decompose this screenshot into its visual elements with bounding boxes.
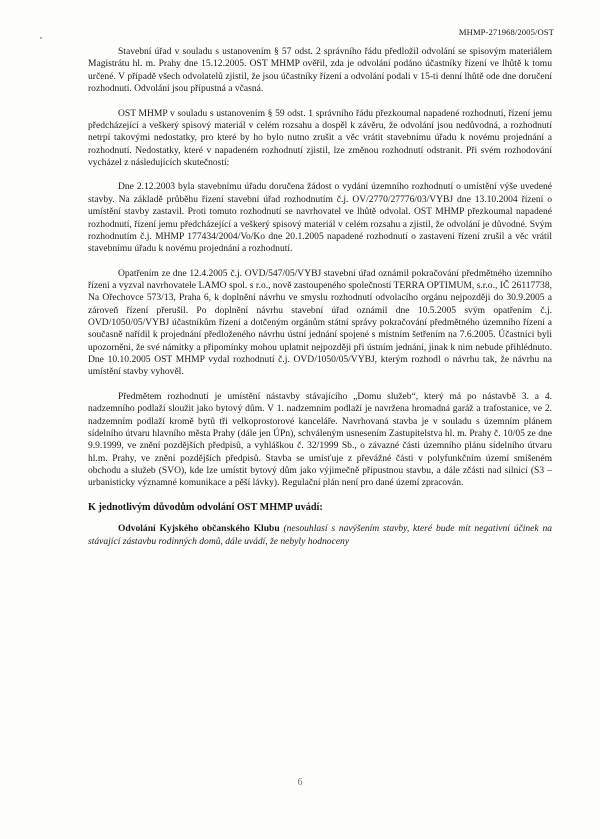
document-reference-number: MHMP-271968/2005/OST <box>458 27 554 37</box>
paragraph-appeal-club <box>88 523 552 548</box>
appeal-club-text: (nesouhlasí s navýšením stavby, které bude mít negativní účinek na stávající zástavbu rodinných domů, dále uvádí, že nebyly hodnoceny <box>88 523 552 547</box>
page-number: 6 <box>297 777 303 788</box>
paragraph-review-conclusion: OST MHMP v souladu s ustanovením § 59 odst. 1 správního řádu přezkoumal napadené rozhodnutí, řízení jemu předcházející a veškerý spisový materiál v celém rozsahu a dospěl k závěru, že odvolání jsou nedůvodná, a rozhodnutí netrpí takovými nedostatky, pro které by ho bylo nutno zrušit a věc vrátit stavebnímu úřadu k novému projednání a rozhodnutí. Nedostatky, které v napadeném rozhodnutí zjistil, lze změnou rozhodnutí odstranit. Při svém rozhodování vycházel z následujících skutečností: <box>88 107 552 168</box>
document-body <box>88 46 552 560</box>
appeal-club-lead: Odvolání Kyjského občanského Klubu <box>118 523 280 535</box>
scan-speck <box>40 37 42 39</box>
paragraph-continuation: Opatřením ze dne 12.4.2005 č.j. OVD/547/05/VYBJ stavební úřad oznámil pokračování předmětného územního řízení a vyzval navrhovatele LAMO spol. s r.o., nově zastoupeného společností TERRA OPTIMUM, s.r.o., IČ 26117738, Na Ořechovce 573/13, Praha 6, k doplnění návrhu ve smyslu rozhodnutí odvolacího orgánu nejpozději do 30.9.2005 a zároveň řízení přerušil. Po doplnění návrhu stavební úřad oznámil dne 10.5.2005 svým opatřením č.j. OVD/1050/05/VYBJ účastníkům řízení a dotčeným orgánům státní správy pokračování předmětného územního řízení a současně nařídil k projednání předloženého návrhu ústní jednání spojené s místním šetřením na 7.6.2005. Účastníci byli upozorněni, že své námitky a připomínky mohou uplatnit nejpozději při ústním jednání, jinak k nim nebude přihlédnuto. Dne 10.10.2005 OST MHMP vydal rozhodnutí č.j. OVD/1050/05/VYBJ, kterým rozhodl o návrhu tak, že návrhu na umístění stavby vyhověl. <box>88 267 552 378</box>
paragraph-appeal-submission: Stavební úřad v souladu s ustanovením § 57 odst. 2 správního řádu předložil odvolání se spisovým materiálem Magistrátu hl. m. Prahy dne 15.12.2005. OST MHMP ověřil, zda je odvolání podáno účastníky řízení ve lhůtě k tomu určené. V případě všech odvolatelů zjistil, že jsou účastníky řízení a odvolání podali v 15-ti denní lhůtě ode dne doručení rozhodnutí. Odvolání jsou přípustná a včasná. <box>88 46 552 95</box>
paragraph-procedure-history: Dne 2.12.2003 byla stavebnímu úřadu doručena žádost o vydání územního rozhodnutí o umístění výše uvedené stavby. Na základě průběhu řízení stavební úřad rozhodnutím č.j. OV/2770/27776/03/VYBJ dne 13.10.2004 řízení o umístění stavby zastavil. Proti tomuto rozhodnutí se navrhovatel ve lhůtě odvolal. OST MHMP přezkoumal napadené rozhodnutí, řízení jemu předcházející a veškerý spisový materiál v celém rozsahu a zjistil, že odvolání je důvodné. Svým rozhodnutím č.j. MHMP 177434/2004/Vo/Ko dne 20.1.2005 napadené rozhodnutí o zastavení řízení zrušil a věc vrátil stavebnímu úřadu k novému projednání a rozhodnutí. <box>88 181 552 255</box>
section-heading: K jednotlivým důvodům odvolání OST MHMP uvádí: <box>88 501 323 513</box>
paragraph-subject-of-decision: Předmětem rozhodnutí je umístění nástavby stávajícího „Domu služeb“, který má po nástavbě 3. a 4. nadzemního podlaží sloužit jako bytový dům. V 1. nadzemním podlaží je navržena hromadná garáž a trafostanice, ve 2. nadzemním podlaží kromě bytů tři velkoprostorové kanceláře. Navrhovaná stavba je v souladu s územním plánem sídelního útvaru hlavního města Prahy (dále jen ÚPn), schváleným usnesením Zastupitelstva hl. m. Prahy č. 10/05 ze dne 9.9.1999, ve znění pozdějších předpisů, a vyhláškou č. 32/1999 Sb., o závazné části územního plánu sídelního útvaru hl.m. Prahy, ve znění pozdějších předpisů. Stavba se umísťuje z převážné části v polyfunkčním území smíšeném obchodu a služeb (SVO), kde lze umístit bytový dům jako výjimečně přípustnou stavbu, a dále zčásti nad silnicí (S3 – urbanisticky významné komunikace a pěší lávky). Regulační plán není pro dané území zpracován. <box>88 391 552 489</box>
